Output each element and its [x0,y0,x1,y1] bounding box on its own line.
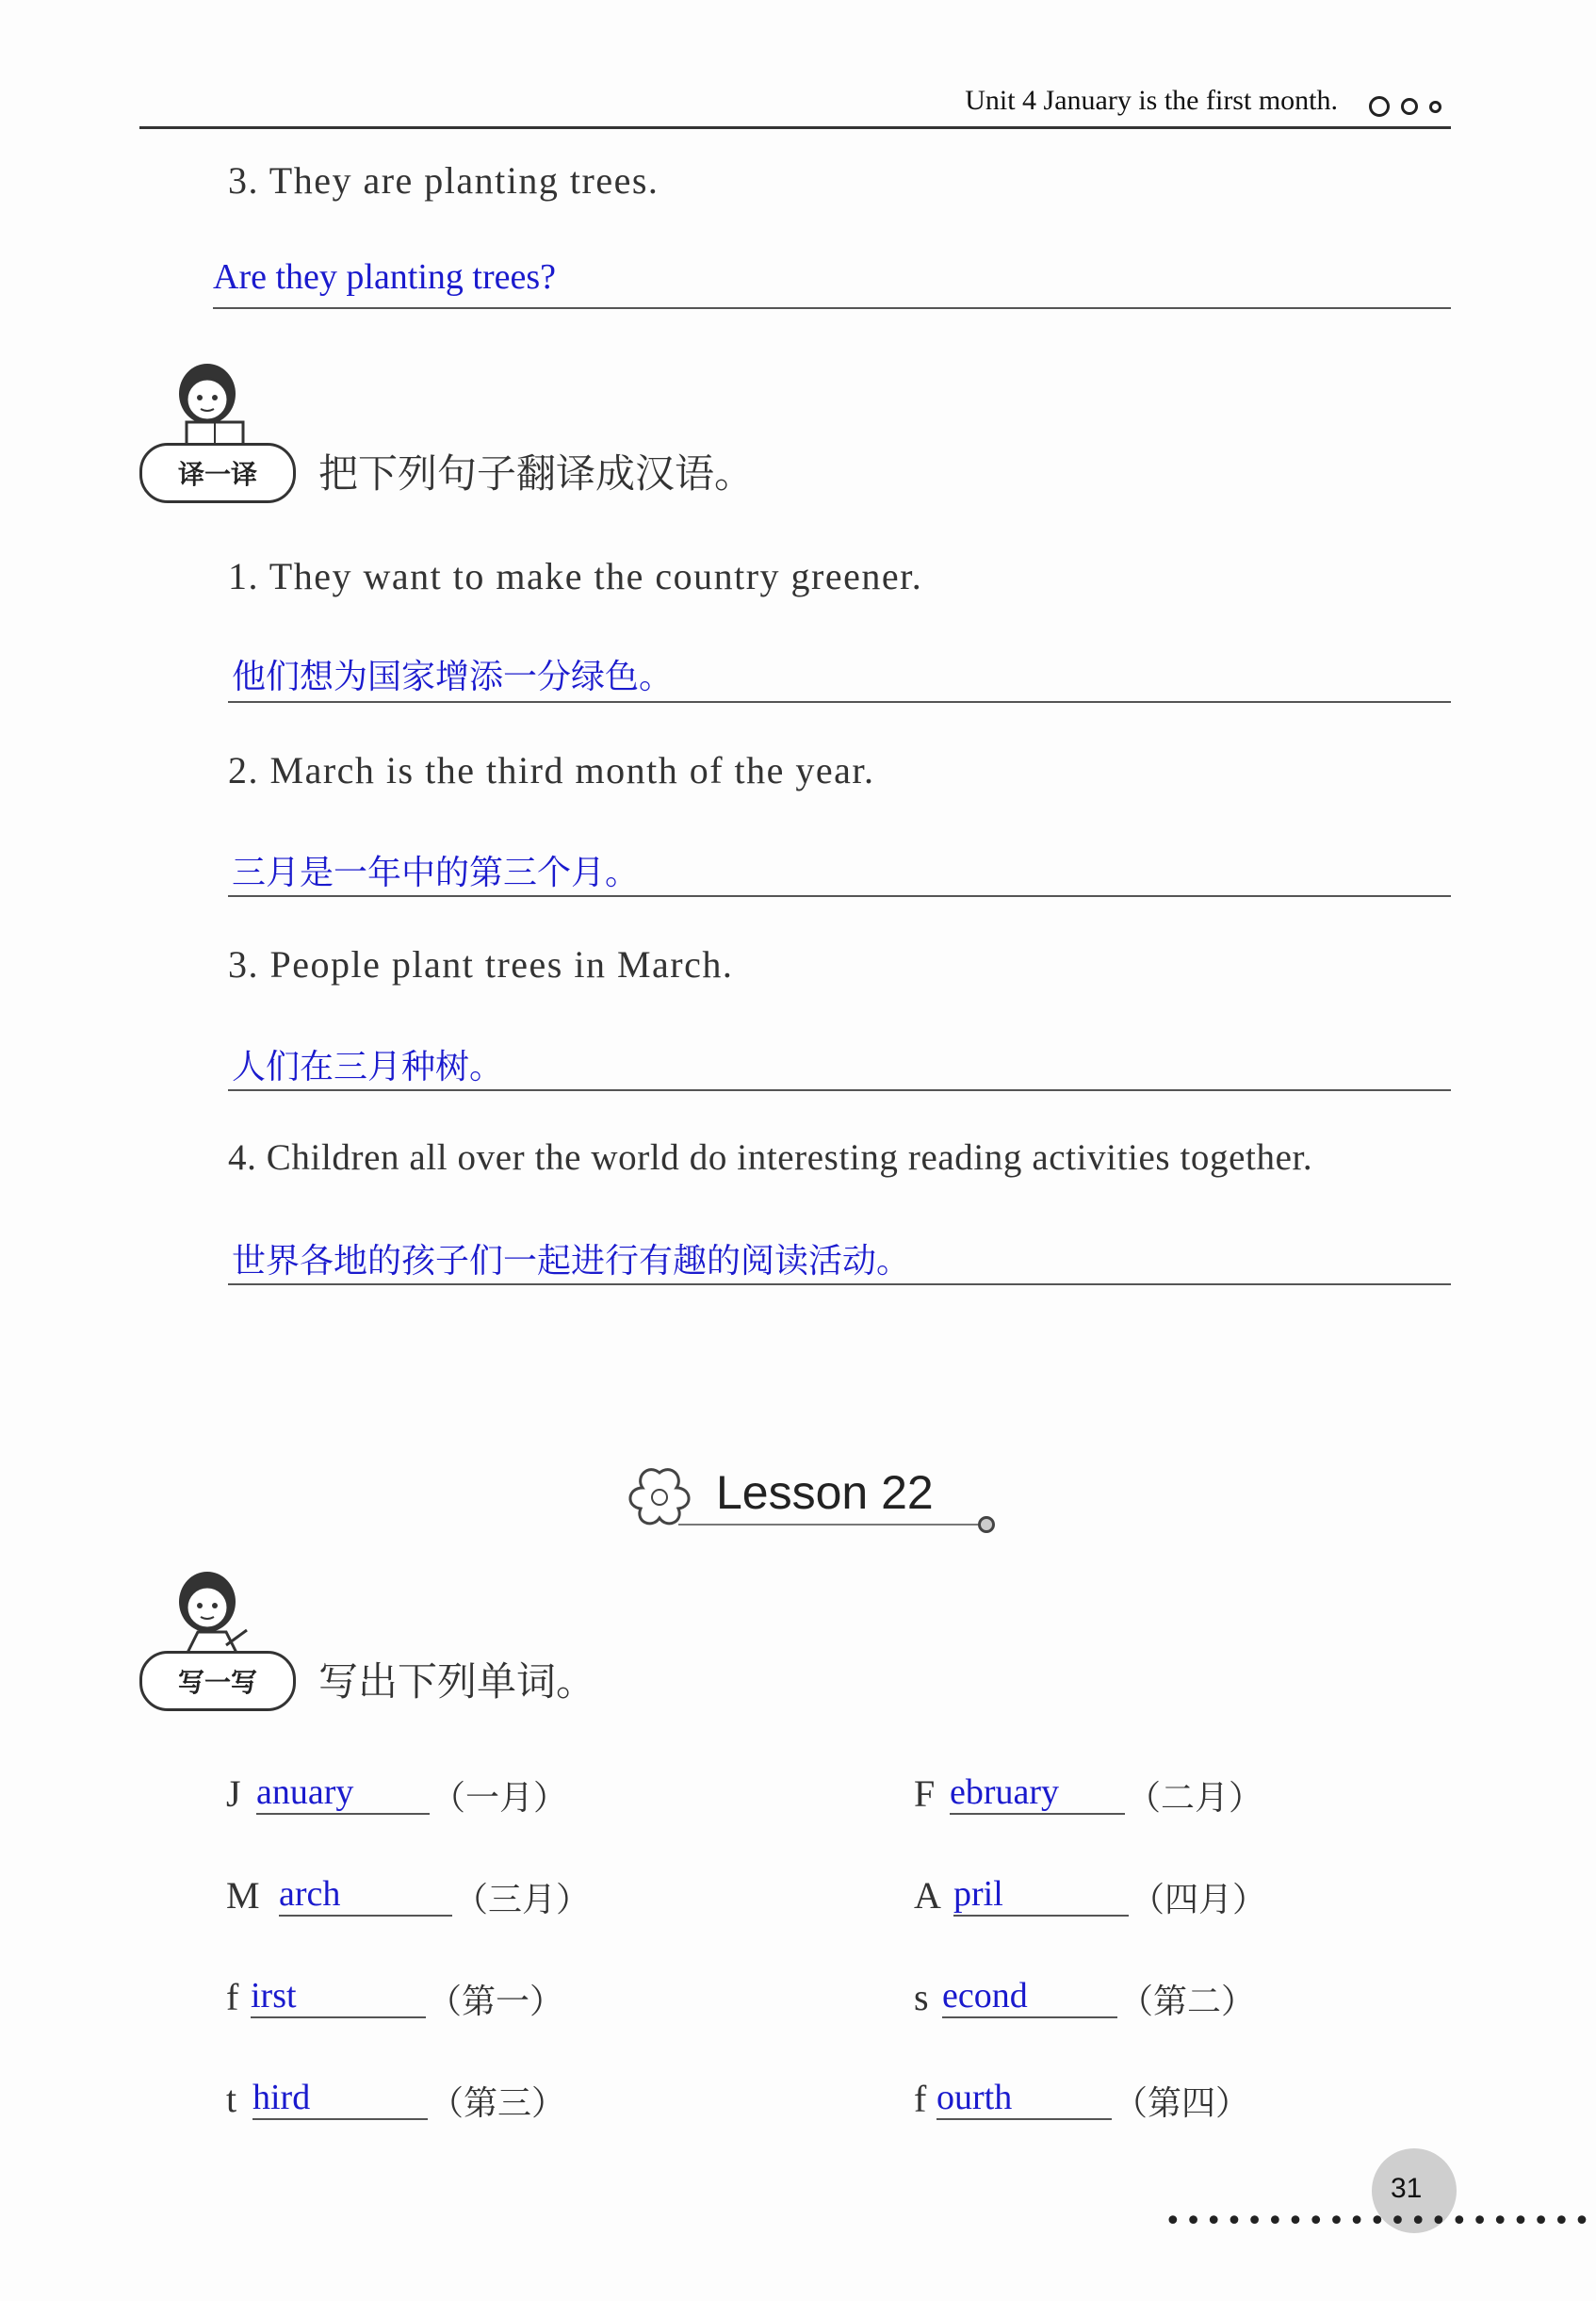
word-gloss: （第二） [1119,1983,1256,2021]
word-fill: ebruary [950,1771,1125,1815]
translate-answer-3: 人们在三月种树。 [232,1048,504,1086]
write-badge: 写一写 [139,1651,296,1711]
unit-title: Unit 4 January is the first month. [965,85,1338,116]
word-fill: arch [279,1873,452,1917]
translate-answer-1: 他们想为国家增添一分绿色。 [232,658,674,696]
word-gloss: （四月） [1131,1881,1267,1919]
dotted-rule-left: •••••••••••••• [1164,2205,1451,2238]
answer-line [213,307,1451,309]
translate-question-2: 2. March is the third month of the year. [228,749,875,791]
word-letter: J [226,1772,241,1815]
translate-question-3: 3. People plant trees in March. [228,943,734,986]
word-gloss: （第四） [1114,2084,1250,2123]
header-circles-icon [1358,96,1441,117]
question-text: 3. They are planting trees. [228,159,660,202]
answer-line [228,1283,1451,1285]
lesson-underline [678,1524,982,1526]
word-gloss: （一月） [432,1779,568,1818]
dotted-rule-right: ••••••• [1451,2205,1594,2238]
word-fill: anuary [256,1771,430,1815]
word-letter: F [914,1772,936,1815]
answer-line [228,895,1451,897]
word-letter: t [226,2078,237,2120]
page-number: 31 [1391,2173,1423,2204]
word-gloss: （二月） [1127,1779,1263,1818]
write-instruction: 写出下列单词。 [318,1658,596,1705]
word-fill: hird [252,2077,428,2120]
translate-instruction: 把下列句子翻译成汉语。 [318,450,755,497]
word-letter: f [226,1976,239,2018]
translate-answer-2: 三月是一年中的第三个月。 [232,854,640,892]
translate-badge: 译一译 [139,443,296,503]
word-letter: M [226,1874,260,1917]
word-fill: pril [953,1873,1129,1917]
word-gloss: （第一） [428,1983,564,2021]
answer-line [228,701,1451,703]
answer-line [228,1089,1451,1091]
translate-question-4: 4. Children all over the world do interesting reading activities together. [228,1137,1313,1178]
lesson-title: Lesson 22 [716,1466,934,1519]
word-fill: econd [942,1975,1117,2018]
lesson-heading [622,1456,999,1531]
flower-icon [622,1463,697,1529]
translate-answer-4: 世界各地的孩子们一起进行有趣的阅读活动。 [232,1242,911,1281]
lesson-dot-icon [978,1516,995,1533]
word-letter: f [914,2078,927,2120]
word-gloss: （第三） [430,2084,566,2123]
word-letter: A [914,1874,941,1917]
word-fill: ourth [936,2077,1112,2120]
page-header [139,83,1451,129]
word-fill: irst [251,1975,426,2018]
word-gloss: （三月） [454,1881,591,1919]
translate-question-1: 1. They want to make the country greener. [228,555,923,597]
answer-text: Are they planting trees? [213,257,557,297]
word-letter: s [914,1976,929,2018]
